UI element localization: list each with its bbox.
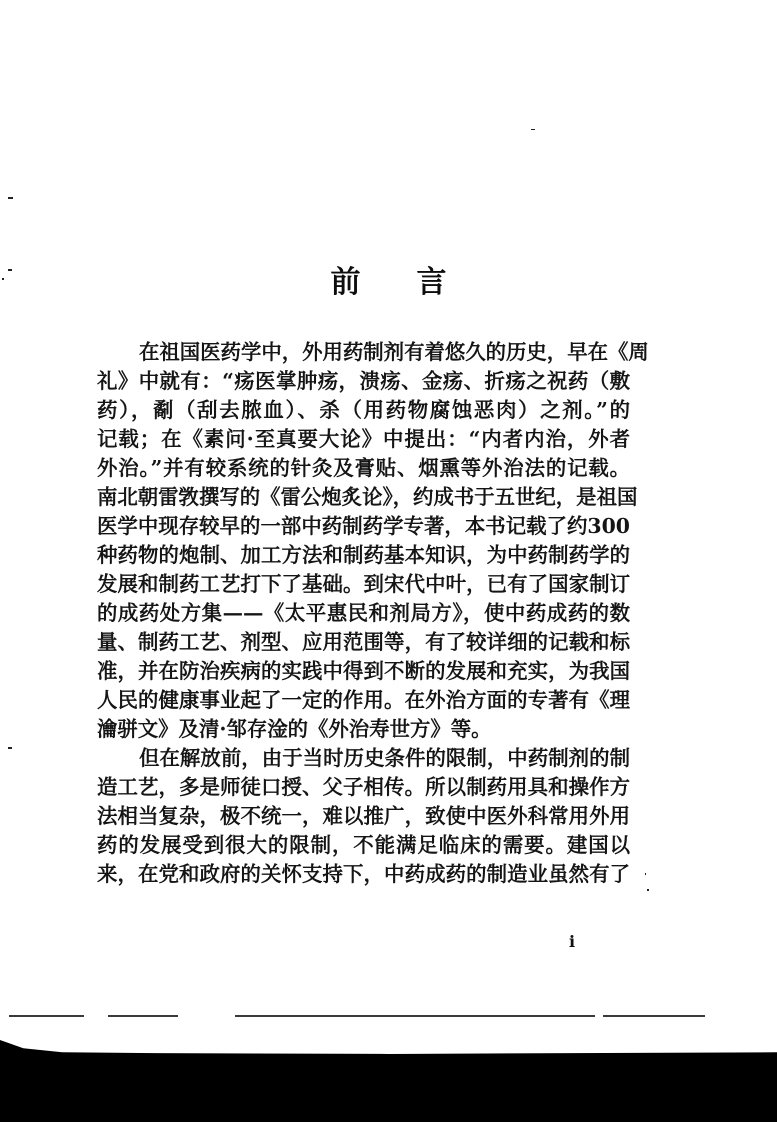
text-line: 瀹骈文》及清·邹存淦的《外治寿世方》等。 — [97, 717, 492, 741]
scan-speck — [531, 129, 535, 130]
scan-speck — [8, 747, 12, 749]
bottom-rule-segment — [235, 1015, 595, 1017]
text-line: 礼》中就有：“疡医掌肿疡，溃疡、金疡、折疡之祝药（敷 — [97, 369, 630, 393]
text-line: 医学中现存较早的一部中药制药学专著，本书记载了约300 — [97, 514, 630, 538]
text-line: 量、制药工艺、剂型、应用范围等，有了较详细的记载和标 — [97, 630, 630, 654]
text-line: 发展和制药工艺打下了基础。到宋代中叶，已有了国家制订 — [97, 572, 630, 596]
page-number: i — [569, 932, 576, 951]
scan-speck — [645, 873, 646, 875]
scan-speck — [8, 197, 13, 199]
bottom-rule-segment — [603, 1015, 705, 1017]
title-char: 前 — [330, 265, 361, 301]
page-title — [0, 263, 777, 303]
text-line: 外治。”并有较系统的针灸及膏贴、烟熏等外治法的记载。 — [97, 456, 630, 480]
text-line: 的成药处方集——《太平惠民和剂局方》，使中药成药的数 — [97, 601, 630, 625]
bottom-rule-segment — [9, 1015, 84, 1017]
text-line: 记载；在《素问·至真要大论》中提出：“内者内治，外者 — [97, 427, 630, 451]
scan-dark-edge — [0, 1040, 777, 1122]
text-line: 在祖国医药学中，外用药制剂有着悠久的历史，早在《周 — [139, 340, 649, 364]
scan-speck — [647, 889, 649, 891]
text-line: 但在解放前，由于当时历史条件的限制，中药制剂的制 — [139, 746, 630, 770]
bottom-rule-segment — [108, 1015, 178, 1017]
text-line: 种药物的炮制、加工方法和制药基本知识，为中药制药学的 — [97, 543, 630, 567]
text-line: 来，在党和政府的关怀支持下，中药成药的制造业虽然有了 — [97, 862, 630, 886]
text-line: 准，并在防治疾病的实践中得到不断的发展和充实，为我国 — [97, 659, 630, 683]
body-text — [97, 338, 649, 889]
paragraph — [97, 338, 649, 744]
title-char: 言 — [416, 265, 447, 301]
text-line: 人民的健康事业起了一定的作用。在外治方面的专著有《理 — [97, 688, 630, 712]
text-line: 药），劀（刮去脓血）、杀（用药物腐蚀恶肉）之剂。”的 — [97, 398, 630, 422]
text-line: 法相当复杂，极不统一，难以推广，致使中医外科常用外用 — [97, 804, 630, 828]
paragraph — [97, 744, 630, 889]
text-line: 药的发展受到很大的限制，不能满足临床的需要。建国以 — [97, 833, 630, 857]
text-line: 南北朝雷敩撰写的《雷公炮炙论》，约成书于五世纪，是祖国 — [97, 485, 638, 509]
text-line: 造工艺，多是师徒口授、父子相传。所以制药用具和操作方 — [97, 775, 630, 799]
